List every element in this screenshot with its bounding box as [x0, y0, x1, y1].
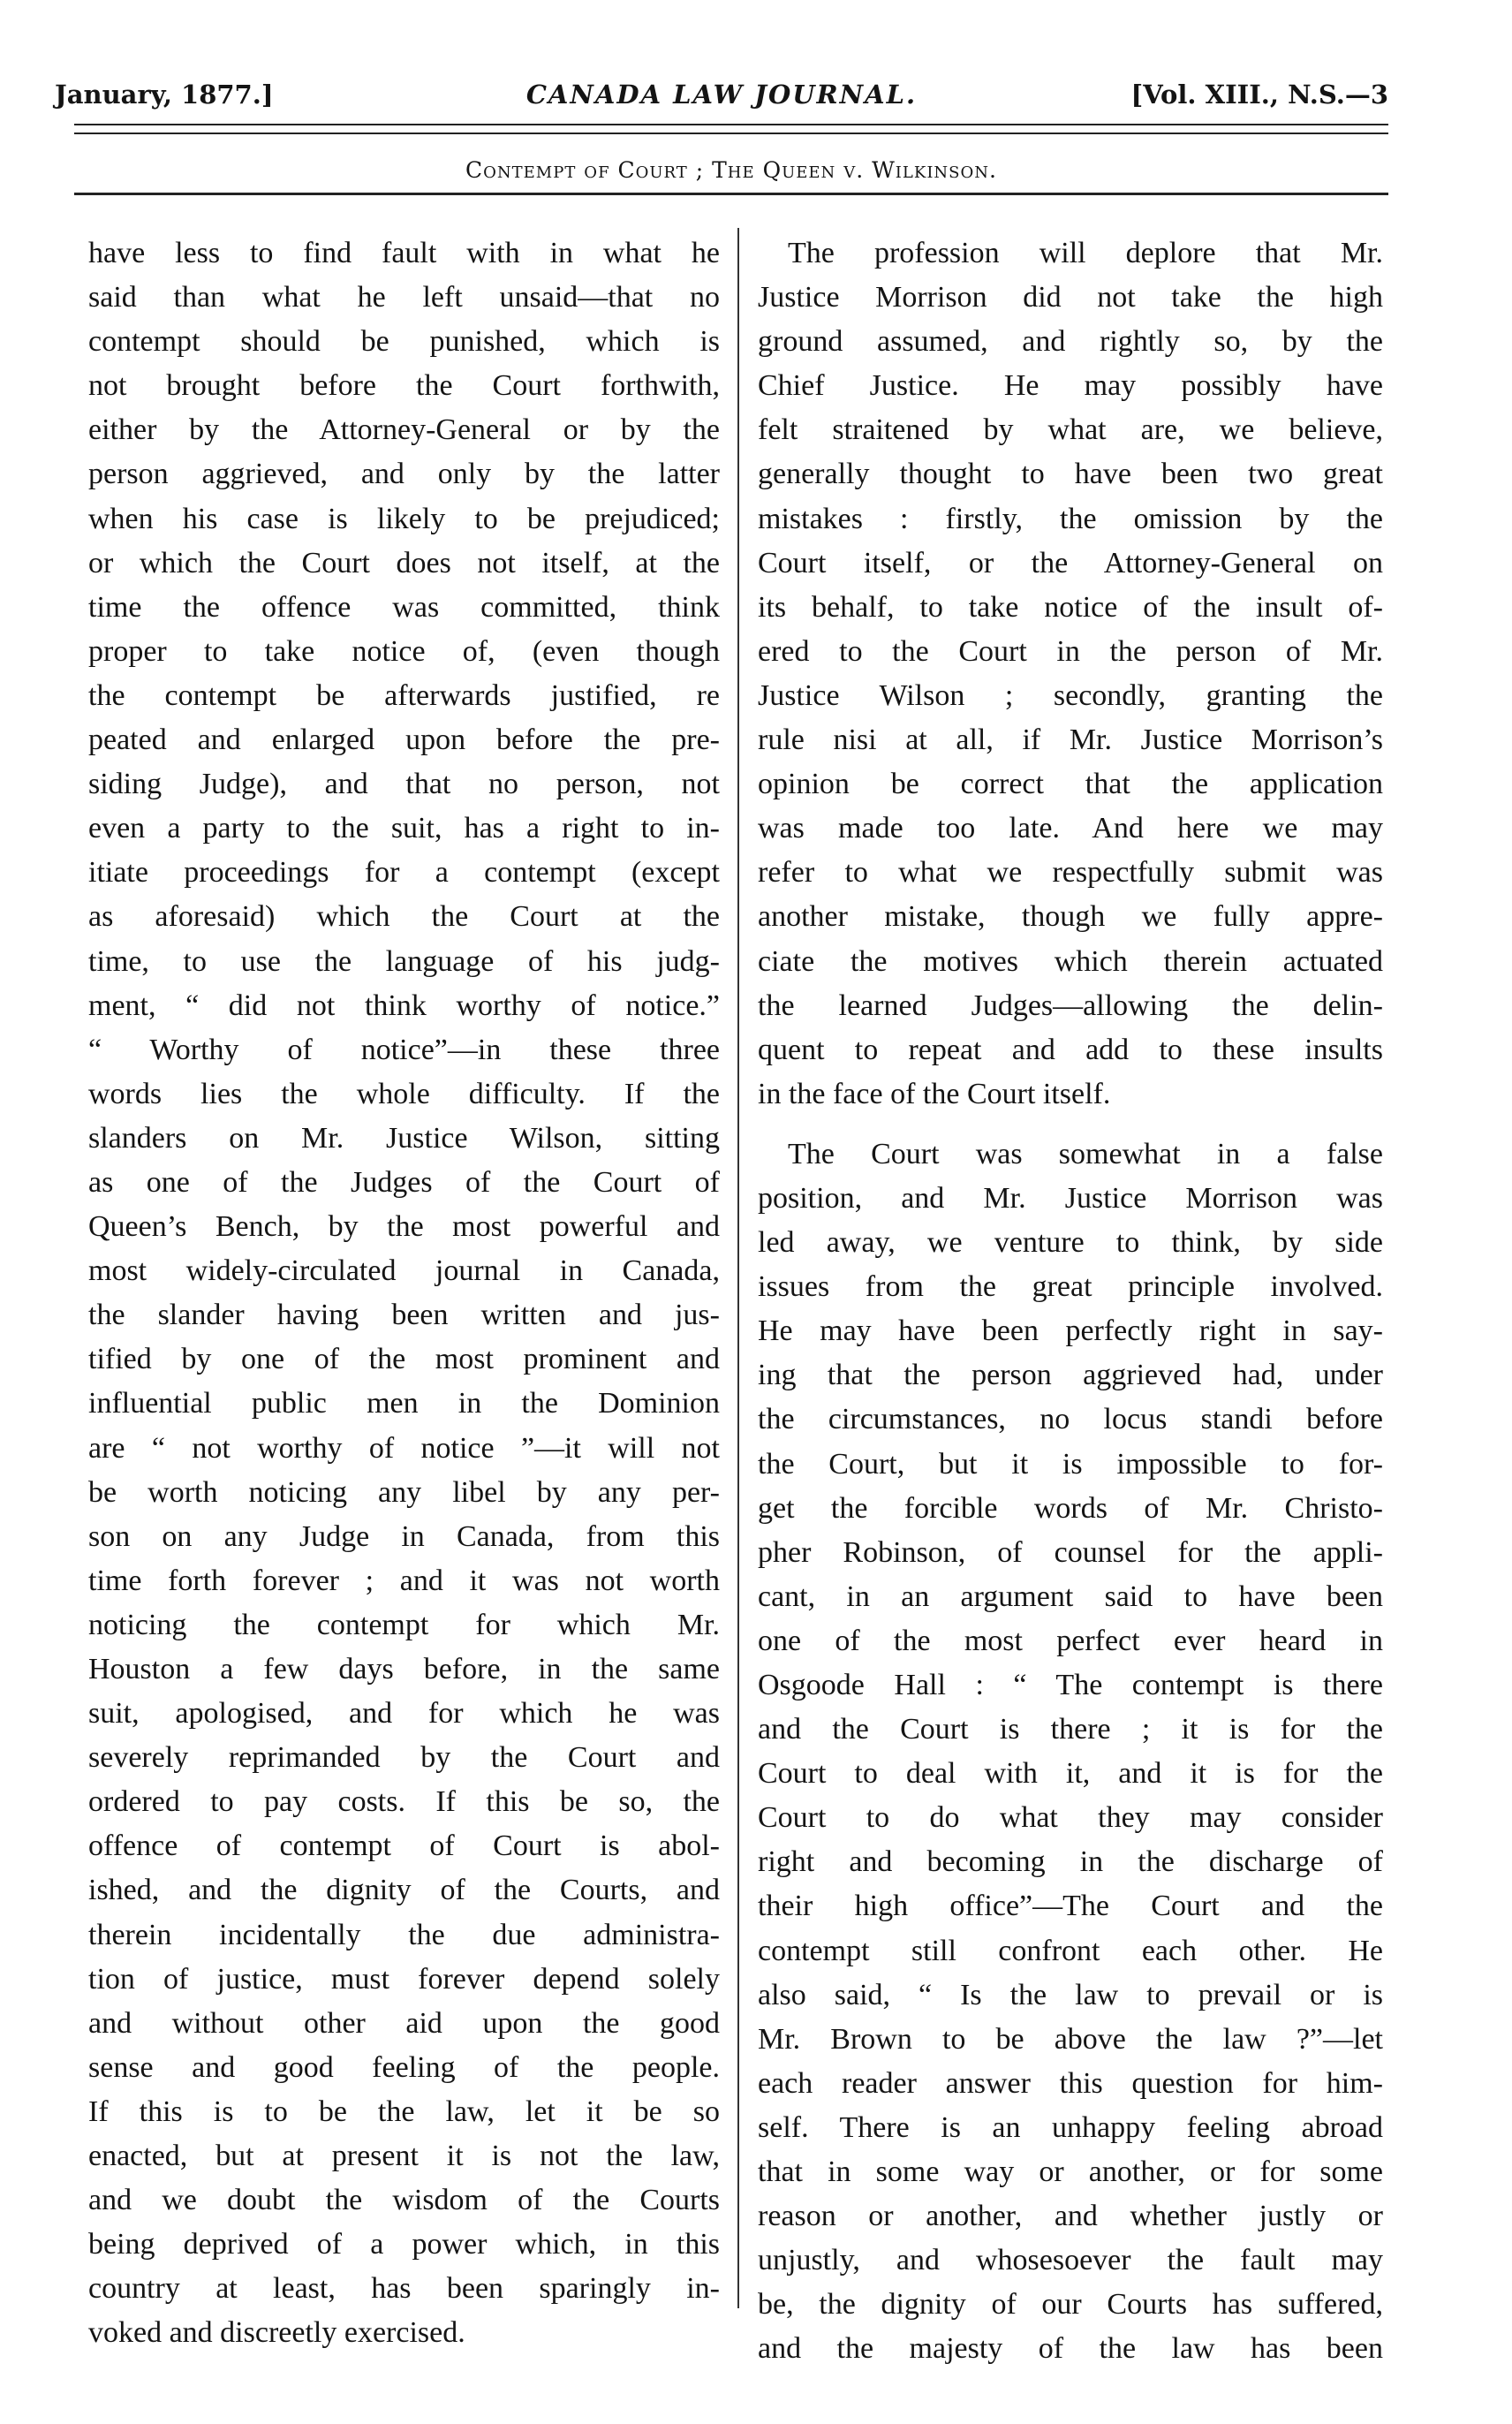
text-line: peated and enlarged upon before the pre-: [88, 723, 720, 757]
text-line: one of the most perfect ever heard in: [758, 1624, 1383, 1657]
text-line: contempt should be punished, which is: [88, 325, 720, 359]
text-line: noticing the contempt for which Mr.: [88, 1608, 720, 1641]
text-line: was made too late. And here we may: [758, 812, 1383, 845]
text-line: and the Court is there ; it is for the: [758, 1713, 1383, 1746]
text-line: be worth noticing any libel by any per-: [88, 1475, 720, 1509]
text-line: rule nisi at all, if Mr. Justice Morrison’s: [758, 723, 1383, 757]
text-line: proper to take notice of, (even though: [88, 634, 720, 668]
text-line: ground assumed, and rightly so, by the: [758, 325, 1383, 359]
text-line: Queen’s Bench, by the most powerful and: [88, 1210, 720, 1244]
text-line: as aforesaid) which the Court at the: [88, 900, 720, 934]
text-line: siding Judge), and that no person, not: [88, 768, 720, 801]
text-line: The profession will deplore that Mr.: [788, 237, 1383, 269]
text-line: Court to do what they may consider: [758, 1801, 1383, 1835]
text-line: The Court was somewhat in a false: [788, 1137, 1383, 1170]
text-line: position, and Mr. Justice Morrison was: [758, 1181, 1383, 1215]
column-divider: [737, 228, 739, 2308]
text-line: If this is to be the law, let it be so: [88, 2094, 720, 2128]
text-line: are “ not worthy of notice ”—it will not: [88, 1431, 720, 1465]
text-line: not brought before the Court forthwith,: [88, 369, 720, 403]
text-line: being deprived of a power which, in this: [88, 2228, 720, 2261]
text-line: Justice Wilson ; secondly, granting the: [758, 678, 1383, 712]
text-line: quent to repeat and add to these insults: [758, 1033, 1383, 1066]
text-line: and we doubt the wisdom of the Courts: [88, 2184, 720, 2217]
text-line: therein incidentally the due administra-: [88, 1918, 720, 1951]
header-rule-top: [74, 124, 1388, 125]
text-line: ered to the Court in the person of Mr.: [758, 634, 1383, 668]
text-line: time the offence was committed, think: [88, 590, 720, 624]
section-title: Contempt of Court ; The Queen v. Wilkinson.: [465, 157, 997, 183]
text-line: felt straitened by what are, we believe,: [758, 413, 1383, 447]
text-line: the circumstances, no locus standi before: [758, 1403, 1383, 1436]
right-paragraph-1: [758, 231, 1383, 1117]
text-line: Justice Morrison did not take the high: [758, 281, 1383, 314]
text-line: as one of the Judges of the Court of: [88, 1165, 720, 1199]
text-line: get the forcible words of Mr. Christo-: [758, 1491, 1383, 1525]
right-paragraph-2: [758, 1132, 1383, 2372]
text-line: or which the Court does not itself, at the: [88, 546, 720, 579]
text-line: that in some way or another, or for some: [758, 2155, 1383, 2189]
paragraph-gap: [758, 1117, 1383, 1132]
text-line: Court to deal with it, and it is for the: [758, 1757, 1383, 1791]
text-line: suit, apologised, and for which he was: [88, 1697, 720, 1731]
text-line: self. There is an unhappy feeling abroad: [758, 2110, 1383, 2144]
text-line: and the majesty of the law has been: [758, 2332, 1383, 2366]
text-line: reason or another, and whether justly or: [758, 2200, 1383, 2233]
text-line: voked and discreetly exercised.: [88, 2316, 465, 2350]
text-line: tion of justice, must forever depend solely: [88, 1962, 720, 1996]
text-line: opinion be correct that the application: [758, 768, 1383, 801]
text-line: another mistake, though we fully appre-: [758, 900, 1383, 934]
left-paragraph: [88, 231, 720, 2356]
text-line: the contempt be afterwards justified, re: [88, 678, 720, 712]
text-line: ished, and the dignity of the Courts, and: [88, 1874, 720, 1907]
text-line: itiate proceedings for a contempt (except: [88, 856, 720, 890]
text-line: even a party to the suit, has a right to in-: [88, 812, 720, 845]
text-line: slanders on Mr. Justice Wilson, sitting: [88, 1121, 720, 1155]
text-line: contempt still confront each other. He: [758, 1934, 1383, 1967]
text-line: refer to what we respectfully submit was: [758, 856, 1383, 890]
text-line: each reader answer this question for him-: [758, 2066, 1383, 2100]
text-line: enacted, but at present it is not the law,: [88, 2140, 720, 2173]
text-line: son on any Judge in Canada, from this: [88, 1519, 720, 1553]
issue-date: January, 1877.]: [55, 80, 274, 110]
text-line: its behalf, to take notice of the insult of-: [758, 590, 1383, 624]
text-line: ing that the person aggrieved had, under: [758, 1359, 1383, 1392]
text-line: “ Worthy of notice”—in these three: [88, 1033, 720, 1066]
text-line: also said, “ Is the law to prevail or is: [758, 1978, 1383, 2011]
text-line: either by the Attorney-General or by the: [88, 413, 720, 447]
text-line: time forth forever ; and it was not worth: [88, 1564, 720, 1597]
text-line: ciate the motives which therein actuated: [758, 944, 1383, 978]
text-line: in the face of the Court itself.: [758, 1077, 1111, 1110]
text-line: said than what he left unsaid—that no: [88, 281, 720, 314]
text-line: generally thought to have been two great: [758, 458, 1383, 491]
text-line: be, the dignity of our Courts has suffered,: [758, 2288, 1383, 2322]
journal-title: CANADA LAW JOURNAL.: [525, 80, 918, 110]
text-line: cant, in an argument said to have been: [758, 1579, 1383, 1613]
text-line: Court itself, or the Attorney-General on: [758, 546, 1383, 579]
text-line: led away, we venture to think, by side: [758, 1226, 1383, 1260]
text-line: mistakes : firstly, the omission by the: [758, 502, 1383, 535]
text-line: issues from the great principle involved.: [758, 1270, 1383, 1304]
text-line: Houston a few days before, in the same: [88, 1653, 720, 1685]
text-line: most widely-circulated journal in Canada,: [88, 1254, 720, 1288]
text-line: influential public men in the Dominion: [88, 1387, 720, 1420]
text-line: Chief Justice. He may possibly have: [758, 369, 1383, 403]
text-line: He may have been perfectly right in say-: [758, 1314, 1383, 1348]
header-rule-bottom: [74, 133, 1388, 134]
text-line: offence of contempt of Court is abol-: [88, 1829, 720, 1863]
text-line: time, to use the language of his judg-: [88, 944, 720, 978]
text-line: country at least, has been sparingly in-: [88, 2272, 720, 2306]
volume-page-number: [Vol. XIII., N.S.—3: [1130, 80, 1388, 110]
text-line: person aggrieved, and only by the latter: [88, 458, 720, 491]
text-line: Osgoode Hall : “ The contempt is there: [758, 1669, 1383, 1701]
text-line: sense and good feeling of the people.: [88, 2050, 720, 2084]
text-line: the slander having been written and jus-: [88, 1299, 720, 1332]
text-line: Mr. Brown to be above the law ?”—let: [758, 2022, 1383, 2056]
text-line: words lies the whole difficulty. If the: [88, 1077, 720, 1110]
right-column: [758, 231, 1383, 2372]
text-line: pher Robinson, of counsel for the appli-: [758, 1535, 1383, 1569]
running-head: [55, 67, 1388, 111]
text-line: severely reprimanded by the Court and: [88, 1741, 720, 1775]
section-rule: [74, 193, 1388, 195]
text-line: the Court, but it is impossible to for-: [758, 1447, 1383, 1481]
text-line: their high office”—The Court and the: [758, 1890, 1383, 1923]
text-line: unjustly, and whosesoever the fault may: [758, 2244, 1383, 2277]
text-line: when his case is likely to be prejudiced;: [88, 502, 720, 535]
text-line: have less to find fault with in what he: [88, 237, 720, 269]
left-column: [88, 231, 720, 2356]
text-line: right and becoming in the discharge of: [758, 1845, 1383, 1879]
text-line: and without other aid upon the good: [88, 2006, 720, 2040]
text-line: the learned Judges—allowing the delin-: [758, 989, 1383, 1022]
text-line: ordered to pay costs. If this be so, the: [88, 1785, 720, 1819]
text-line: tified by one of the most prominent and: [88, 1343, 720, 1376]
text-line: ment, “ did not think worthy of notice.”: [88, 989, 720, 1022]
